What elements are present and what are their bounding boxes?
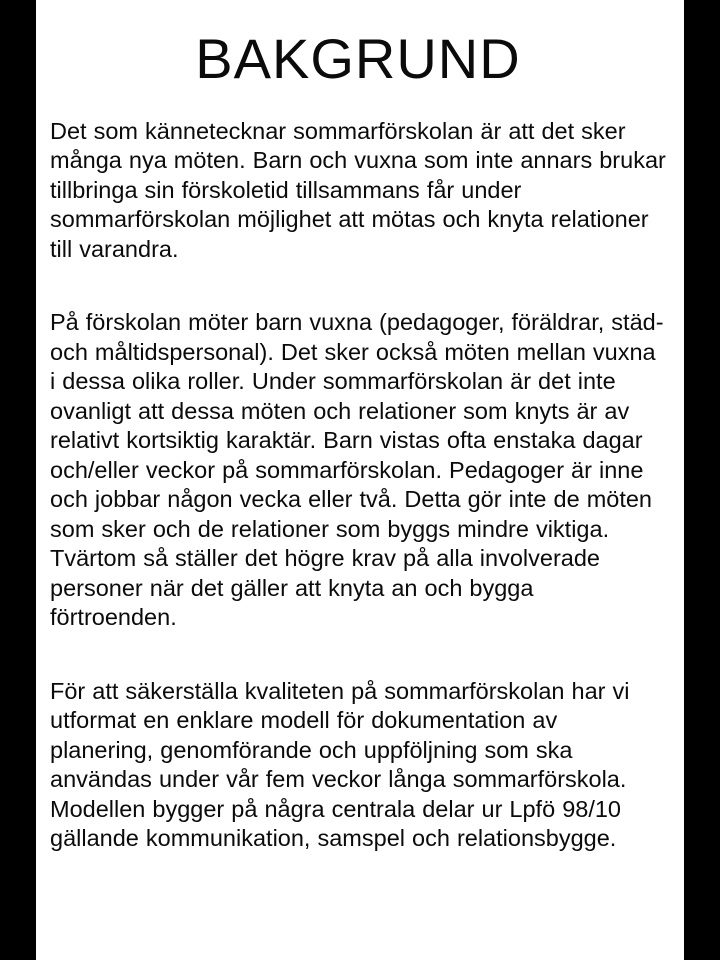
right-black-border — [684, 0, 720, 960]
body-text — [50, 117, 666, 854]
paragraph-1: Det som kännetecknar sommarförskolan är att det sker många nya möten. Barn och vuxna som inte annars brukar tillbringa sin förskoletid tillsammans får under sommarförskolan möjlighet att mötas och knyta relationer till varandra. — [50, 118, 666, 262]
left-black-border — [0, 0, 36, 960]
document-page — [36, 0, 684, 960]
paragraph-3: För att säkerställa kvaliteten på sommarförskolan har vi utformat en enklare modell för dokumentation av planering, genomförande och uppföljning som ska användas under vår fem veckor långa sommarförskola. Modellen bygger på några centrala delar ur Lpfö 98/10 gällande kommunikation, samspel och relationsbygge. — [50, 677, 630, 852]
page-title: BAKGRUND — [195, 27, 521, 90]
paragraph-2: På förskolan möter barn vuxna (pedagoger, föräldrar, städ- och måltidspersonal). Det sker också möten mellan vuxna i dessa olika roller. Under sommarförskolan är det inte ovanligt att dessa möten och relationer som knyts är av relativt kortsiktig karaktär. Barn vistas ofta enstaka dagar och/eller veckor på sommarförskolan. Pedagoger är inne och jobbar någon vecka eller två. Detta gör inte de möten som sker och de relationer som byggs mindre viktiga. Tvärtom så ställer det högre krav på alla involverade personer när det gäller att knyta an och bygga förtroenden. — [50, 309, 664, 631]
